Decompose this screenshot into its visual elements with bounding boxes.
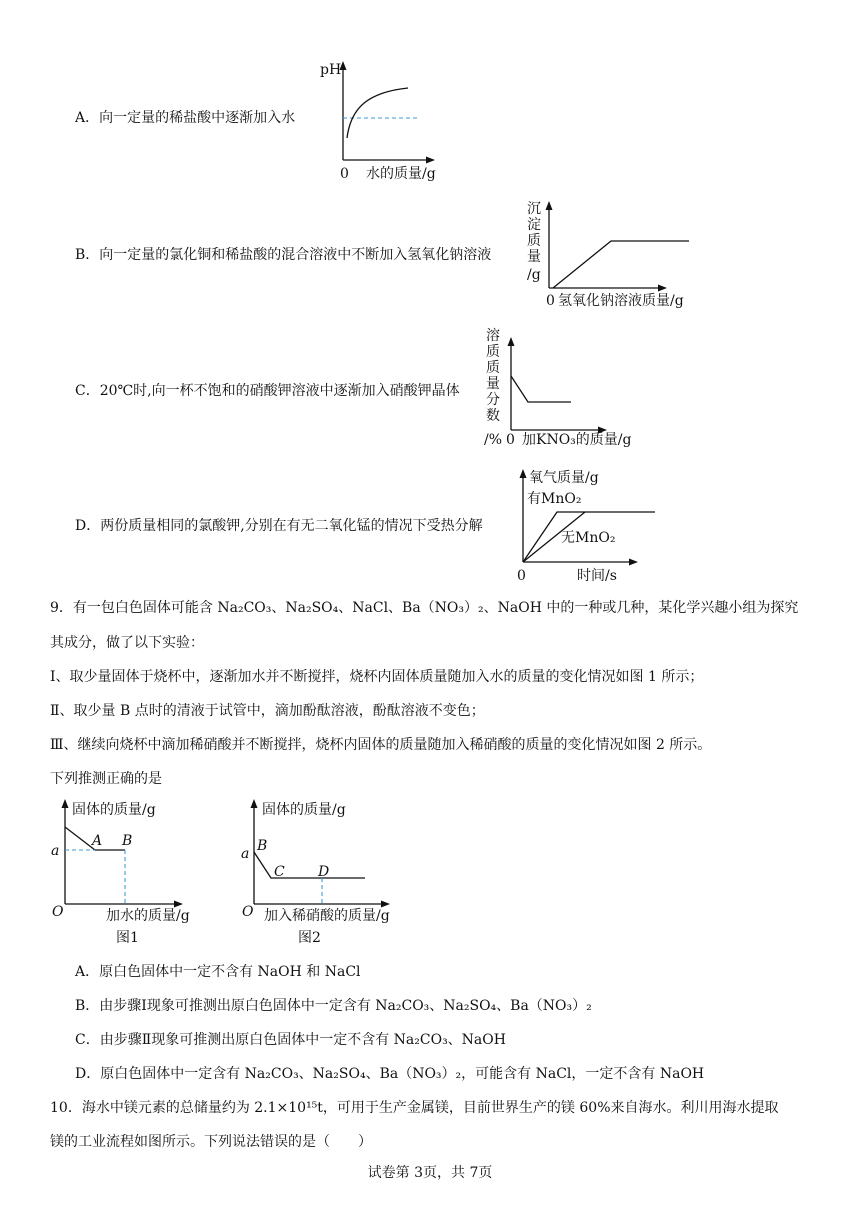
svg-text:量: 量 bbox=[486, 376, 500, 392]
q9-option-d: D．原白色固体中一定含有 Na₂CO₃、Na₂SO₄、Ba（NO₃）₂，可能含有 NaCl，一定不含有 NaOH bbox=[75, 1066, 705, 1082]
svg-text:沉: 沉 bbox=[527, 201, 541, 217]
xlabel-d: 时间/s bbox=[577, 568, 617, 584]
origin-b: 0 bbox=[546, 293, 555, 309]
ylabel-a: pH bbox=[320, 62, 342, 78]
q9-stem-line2: 其成分，做了以下实验： bbox=[50, 635, 204, 651]
fig2-origin: O bbox=[242, 904, 254, 920]
fig2-curve bbox=[254, 852, 365, 878]
q10-line2: 镁的工业流程如图所示。下列说法错误的是（ ） bbox=[50, 1134, 372, 1150]
mass-fraction-line bbox=[511, 376, 571, 402]
label-with-mno2: 有MnO₂ bbox=[527, 491, 582, 507]
svg-text:分: 分 bbox=[486, 392, 500, 408]
fig1-caption: 图1 bbox=[116, 930, 139, 946]
svg-text:质: 质 bbox=[486, 344, 500, 360]
fig2-point-c: C bbox=[274, 864, 285, 880]
q9-option-a: A．原白色固体中一定不含有 NaOH 和 NaCl bbox=[75, 964, 361, 980]
option-d-text: D．两份质量相同的氯酸钾,分别在有无二氧化锰的情况下受热分解 bbox=[75, 518, 483, 534]
fig1-ylabel: 固体的质量/g bbox=[72, 802, 156, 818]
q9-stem-line1: 9．有一包白色固体可能含 Na₂CO₃、Na₂SO₄、NaCl、Ba（NO₃）₂、NaOH 中的一种或几种，某化学兴趣小组为探究 bbox=[50, 600, 799, 616]
q9-step2: Ⅱ、取少量 B 点时的清液于试管中，滴加酚酞溶液，酚酞溶液不变色； bbox=[50, 703, 485, 719]
q9-prompt: 下列推测正确的是 bbox=[50, 771, 162, 787]
ylabel-c bbox=[484, 327, 502, 448]
svg-text:淀: 淀 bbox=[527, 217, 541, 233]
origin-a: 0 bbox=[340, 166, 349, 182]
origin-d: 0 bbox=[517, 568, 526, 584]
fig2-point-b: B bbox=[257, 838, 268, 854]
fig2-ylabel: 固体的质量/g bbox=[262, 802, 346, 818]
figure-2 bbox=[240, 792, 420, 952]
xlabel-b: 氢氧化钠溶液质量/g bbox=[558, 293, 684, 309]
svg-text:/g: /g bbox=[527, 267, 541, 283]
svg-text:质: 质 bbox=[486, 360, 500, 376]
svg-text:数: 数 bbox=[486, 408, 500, 424]
q9-step3: Ⅲ、继续向烧杯中滴加稀硝酸并不断搅拌，烧杯内固体的质量随加入稀硝酸的质量的变化情况如图 2 所示。 bbox=[50, 737, 712, 753]
svg-text:量: 量 bbox=[527, 249, 541, 265]
q9-step1: Ⅰ、取少量固体于烧杯中，逐渐加水并不断搅拌，烧杯内固体质量随加入水的质量的变化情况如图 1 所示； bbox=[50, 669, 704, 685]
fig1-point-b: B bbox=[122, 833, 133, 849]
fig2-caption: 图2 bbox=[298, 930, 321, 946]
svg-text:溶: 溶 bbox=[486, 328, 500, 344]
fig1-origin: O bbox=[52, 904, 64, 920]
q9-option-c: C．由步骤Ⅱ现象可推测出原白色固体中一定不含有 Na₂CO₃、NaOH bbox=[75, 1032, 506, 1048]
figure-1 bbox=[50, 792, 210, 952]
page-footer: 试卷第 3页，共 7页 bbox=[367, 1165, 493, 1181]
precipitate-line bbox=[553, 241, 689, 288]
fig1-point-a: A bbox=[92, 833, 103, 849]
fig2-a-label: a bbox=[241, 846, 250, 862]
svg-text:质: 质 bbox=[527, 233, 541, 249]
xlabel-c: 加KNO₃的质量/g bbox=[522, 432, 632, 448]
label-without-mno2: 无MnO₂ bbox=[561, 530, 616, 546]
ph-curve bbox=[347, 88, 408, 138]
fig1-a-label: a bbox=[51, 843, 60, 859]
q9-option-b: B．由步骤Ⅰ现象可推测出原白色固体中一定含有 Na₂CO₃、Na₂SO₄、Ba（NO₃）₂ bbox=[75, 998, 592, 1014]
option-b-text: B．向一定量的氯化铜和稀盐酸的混合溶液中不断加入氢氧化钠溶液 bbox=[75, 247, 492, 263]
fig1-xlabel: 加水的质量/g bbox=[106, 908, 190, 924]
option-a-text: A．向一定量的稀盐酸中逐渐加入水 bbox=[75, 110, 296, 126]
graph-b bbox=[522, 198, 712, 313]
svg-text:/%: /% bbox=[484, 432, 503, 448]
option-c-text: C．20℃时,向一杯不饱和的硝酸钾溶液中逐渐加入硝酸钾晶体 bbox=[75, 383, 460, 399]
fig2-point-d: D bbox=[318, 864, 330, 880]
ylabel-d: 氧气质量/g bbox=[529, 470, 599, 486]
xlabel-a: 水的质量/g bbox=[366, 166, 436, 182]
graph-d bbox=[505, 466, 675, 584]
ylabel-b bbox=[527, 201, 541, 283]
graph-a bbox=[318, 58, 458, 188]
fig2-xlabel: 加入稀硝酸的质量/g bbox=[264, 908, 390, 924]
graph-c bbox=[484, 326, 654, 451]
q10-line1: 10．海水中镁元素的总储量约为 2.1×10¹⁵t，可用于生产金属镁，目前世界生产的镁 60%来自海水。利川用海水提取 bbox=[50, 1100, 779, 1116]
origin-c: 0 bbox=[506, 432, 515, 448]
